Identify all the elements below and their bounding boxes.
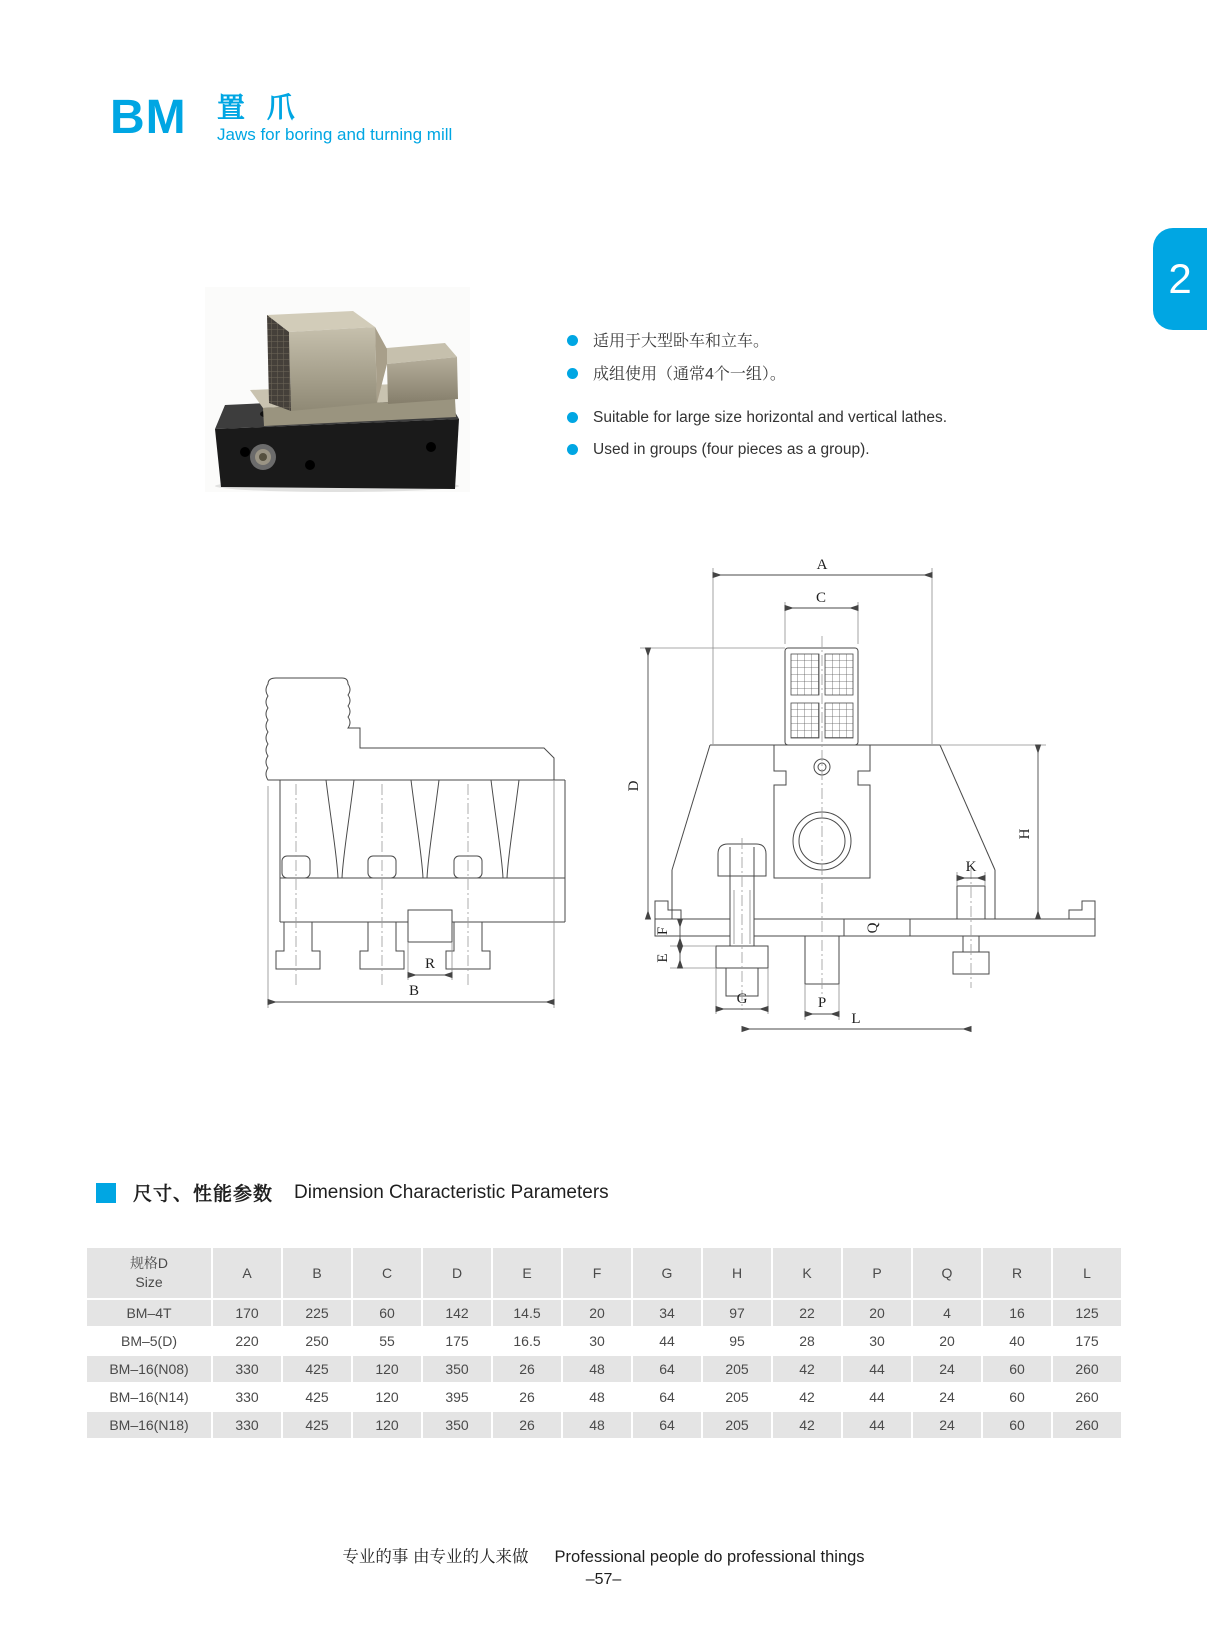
- front-body-outline: [655, 745, 1095, 936]
- section-title-en: Dimension Characteristic Parameters: [294, 1181, 609, 1203]
- value-cell: 125: [1053, 1300, 1121, 1326]
- dim-e: [655, 946, 716, 968]
- feature-en-1: Suitable for large size horizontal and vertical lathes.: [593, 409, 948, 427]
- value-cell: 55: [353, 1328, 421, 1354]
- size-cell: BM–16(N18): [87, 1412, 211, 1438]
- dim-a: [713, 557, 932, 744]
- dim-c: [785, 590, 858, 644]
- value-cell: 16: [983, 1300, 1051, 1326]
- value-cell: 175: [1053, 1328, 1121, 1354]
- value-cell: 330: [213, 1384, 281, 1410]
- value-cell: 330: [213, 1356, 281, 1382]
- value-cell: 28: [773, 1328, 841, 1354]
- dim-label-q: Q: [865, 922, 881, 934]
- value-cell: 44: [843, 1356, 911, 1382]
- dim-label-r: R: [424, 956, 436, 972]
- value-cell: 350: [423, 1356, 491, 1382]
- column-header-f: F: [563, 1248, 631, 1298]
- value-cell: 250: [283, 1328, 351, 1354]
- product-title-zh: 置 爪: [217, 92, 302, 123]
- feature-list: [567, 331, 1037, 472]
- dim-b: [268, 780, 554, 1008]
- dim-label-e: E: [655, 953, 671, 963]
- value-cell: 30: [843, 1328, 911, 1354]
- value-cell: 20: [913, 1328, 981, 1354]
- feature-item: [567, 364, 1037, 386]
- value-cell: 425: [283, 1412, 351, 1438]
- value-cell: 120: [353, 1412, 421, 1438]
- value-cell: 26: [493, 1356, 561, 1382]
- chapter-number: 2: [1168, 255, 1192, 302]
- column-header-r: R: [983, 1248, 1051, 1298]
- spec-table-body: [87, 1300, 1121, 1438]
- size-header-en: Size: [135, 1274, 163, 1290]
- value-cell: 205: [703, 1356, 771, 1382]
- value-cell: 4: [913, 1300, 981, 1326]
- dim-l: [742, 1011, 971, 1029]
- dim-label-f: F: [655, 926, 671, 936]
- value-cell: 60: [983, 1384, 1051, 1410]
- value-cell: 24: [913, 1412, 981, 1438]
- value-cell: 64: [633, 1356, 701, 1382]
- size-cell: BM–4T: [87, 1300, 211, 1326]
- column-header-c: C: [353, 1248, 421, 1298]
- value-cell: 220: [213, 1328, 281, 1354]
- feature-item: [567, 408, 1037, 429]
- product-photo: [205, 287, 470, 492]
- dim-label-b: B: [408, 983, 420, 999]
- footer-slogan: [0, 1543, 1207, 1567]
- value-cell: 142: [423, 1300, 491, 1326]
- page-number: –57–: [585, 1571, 622, 1588]
- feature-item: [567, 331, 1037, 353]
- dim-label-k: K: [965, 859, 977, 875]
- bullet-icon: [567, 368, 578, 379]
- section-title-zh: 尺寸、性能参数: [133, 1184, 274, 1205]
- value-cell: 44: [843, 1384, 911, 1410]
- value-cell: 225: [283, 1300, 351, 1326]
- value-cell: 97: [703, 1300, 771, 1326]
- feature-item: [567, 440, 1037, 461]
- value-cell: 24: [913, 1384, 981, 1410]
- size-cell: BM–5(D): [87, 1328, 211, 1354]
- table-row: [87, 1412, 1121, 1438]
- product-title-en: Jaws for boring and turning mill: [217, 125, 453, 144]
- column-header-h: H: [703, 1248, 771, 1298]
- feature-zh-2: 成组使用（通常4个一组）。: [593, 365, 786, 383]
- dim-f: [655, 919, 716, 946]
- value-cell: 26: [493, 1384, 561, 1410]
- value-cell: 60: [983, 1412, 1051, 1438]
- value-cell: 22: [773, 1300, 841, 1326]
- value-cell: 48: [563, 1356, 631, 1382]
- value-cell: 425: [283, 1356, 351, 1382]
- size-cell: BM–16(N08): [87, 1356, 211, 1382]
- bullet-icon: [567, 335, 578, 346]
- section-title: [96, 1179, 609, 1206]
- dim-label-h: H: [1017, 828, 1033, 840]
- value-cell: 42: [773, 1384, 841, 1410]
- size-header-zh: 规格D: [129, 1255, 169, 1272]
- value-cell: 40: [983, 1328, 1051, 1354]
- dim-label-g: G: [736, 991, 748, 1007]
- section-square-icon: [96, 1183, 116, 1203]
- value-cell: 120: [353, 1356, 421, 1382]
- table-row: [87, 1328, 1121, 1354]
- column-header-b: B: [283, 1248, 351, 1298]
- dim-label-c: C: [815, 590, 827, 606]
- table-row: [87, 1384, 1121, 1410]
- front-view-drawing: [622, 548, 1102, 1040]
- bullet-icon: [567, 444, 578, 455]
- value-cell: 205: [703, 1412, 771, 1438]
- front-jaw-block: [785, 648, 858, 745]
- value-cell: 205: [703, 1384, 771, 1410]
- value-cell: 260: [1053, 1384, 1121, 1410]
- value-cell: 330: [213, 1412, 281, 1438]
- value-cell: 425: [283, 1384, 351, 1410]
- column-header-p: P: [843, 1248, 911, 1298]
- value-cell: 42: [773, 1412, 841, 1438]
- column-header-k: K: [773, 1248, 841, 1298]
- dimension-table: [85, 1246, 1123, 1440]
- value-cell: 42: [773, 1356, 841, 1382]
- value-cell: 48: [563, 1384, 631, 1410]
- value-cell: 260: [1053, 1356, 1121, 1382]
- value-cell: 95: [703, 1328, 771, 1354]
- table-row: [87, 1356, 1121, 1382]
- bullet-icon: [567, 412, 578, 423]
- side-base-block: [276, 780, 565, 969]
- column-header-e: E: [493, 1248, 561, 1298]
- value-cell: 26: [493, 1412, 561, 1438]
- side-jaw-outline: [266, 678, 554, 780]
- dim-h: [940, 745, 1046, 919]
- value-cell: 30: [563, 1328, 631, 1354]
- value-cell: 60: [353, 1300, 421, 1326]
- size-cell: BM–16(N14): [87, 1384, 211, 1410]
- column-header-a: A: [213, 1248, 281, 1298]
- value-cell: 60: [983, 1356, 1051, 1382]
- feature-en-2: Used in groups (four pieces as a group).: [593, 441, 870, 459]
- dim-d: [626, 648, 785, 919]
- product-model: BM: [110, 91, 187, 144]
- chapter-tab: [1153, 228, 1207, 330]
- spec-header-row: [87, 1248, 1121, 1298]
- value-cell: 350: [423, 1412, 491, 1438]
- column-header-q: Q: [913, 1248, 981, 1298]
- dim-label-d: D: [626, 780, 642, 792]
- value-cell: 20: [843, 1300, 911, 1326]
- dim-r: [408, 942, 452, 980]
- column-header-g: G: [633, 1248, 701, 1298]
- side-view-drawing: [222, 628, 572, 1020]
- footer-slogan-zh: 专业的事 由专业的人来做: [342, 1548, 529, 1566]
- value-cell: 16.5: [493, 1328, 561, 1354]
- value-cell: 44: [633, 1328, 701, 1354]
- value-cell: 20: [563, 1300, 631, 1326]
- value-cell: 64: [633, 1412, 701, 1438]
- column-header-l: L: [1053, 1248, 1121, 1298]
- value-cell: 24: [913, 1356, 981, 1382]
- feature-zh-1: 适用于大型卧车和立车。: [593, 333, 770, 350]
- value-cell: 395: [423, 1384, 491, 1410]
- dim-label-a: A: [816, 557, 828, 573]
- value-cell: 34: [633, 1300, 701, 1326]
- dim-k: [957, 859, 985, 886]
- dim-label-p: P: [817, 995, 827, 1011]
- size-column-header: [87, 1248, 211, 1298]
- value-cell: 44: [843, 1412, 911, 1438]
- table-row: [87, 1300, 1121, 1326]
- footer-slogan-en: Professional people do professional things: [554, 1548, 865, 1566]
- value-cell: 64: [633, 1384, 701, 1410]
- value-cell: 170: [213, 1300, 281, 1326]
- value-cell: 260: [1053, 1412, 1121, 1438]
- value-cell: 14.5: [493, 1300, 561, 1326]
- dim-label-l: L: [851, 1011, 861, 1027]
- dim-p: [805, 984, 839, 1020]
- value-cell: 48: [563, 1412, 631, 1438]
- value-cell: 175: [423, 1328, 491, 1354]
- column-header-d: D: [423, 1248, 491, 1298]
- value-cell: 120: [353, 1384, 421, 1410]
